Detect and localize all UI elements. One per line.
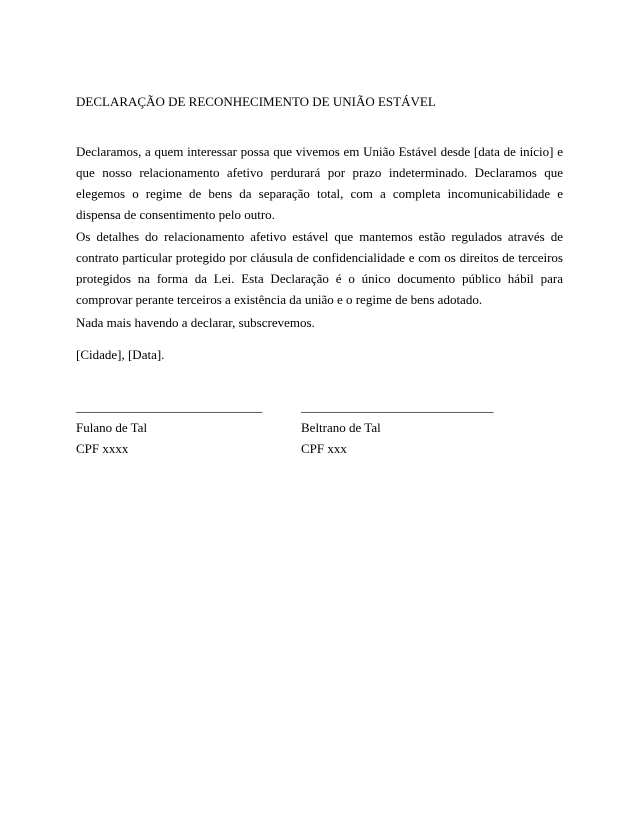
paragraph-closing: Nada mais havendo a declarar, subscrevemos. xyxy=(76,315,315,330)
paragraph-details: Os detalhes do relacionamento afetivo estável que mantemos estão regulados através de contrato particular protegido por cláusula de confidencialidade e com os direitos de terceiros protegidos na forma da Lei. Esta Declaração é o único documento público hábil para comprovar perante terceiros a existência da união e o regime de bens adotado. xyxy=(76,229,563,307)
signature-block-left xyxy=(76,396,263,459)
signer-cpf: CPF xxx xyxy=(301,441,347,456)
paragraph-declaration: Declaramos, a quem interessar possa que vivemos em União Estável desde [data de início] e que nosso relacionamento afetivo perdurará por prazo indeterminado. Declaramos que elegemos o regime de bens da separação total, com a completa incomunicabilidade e dispensa de consentimento pelo outro. xyxy=(76,144,563,222)
signature-block-right xyxy=(301,396,494,459)
signer-name: Beltrano de Tal xyxy=(301,420,381,435)
document-title: DECLARAÇÃO DE RECONHECIMENTO DE UNIÃO ESTÁVEL xyxy=(76,94,436,109)
place-date: [Cidade], [Data]. xyxy=(76,347,165,362)
signature-line: ______________________________ xyxy=(76,399,263,414)
signer-cpf: CPF xxxx xyxy=(76,441,129,456)
signature-line: _______________________________ xyxy=(301,399,494,414)
signer-name: Fulano de Tal xyxy=(76,420,148,435)
